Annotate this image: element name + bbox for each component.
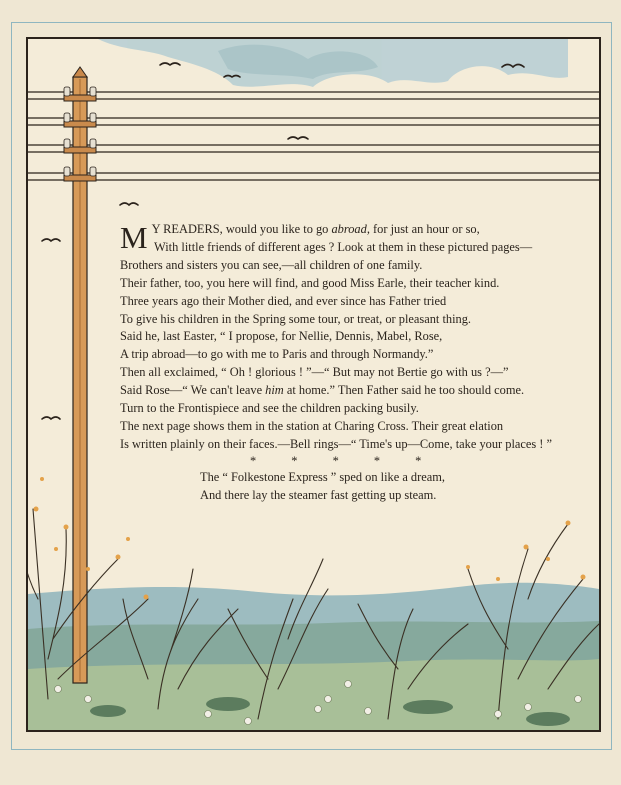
verse-line-14: The “ Folkestone Express ” sped on like a dream, bbox=[200, 469, 445, 484]
section-stars: * * * * * bbox=[250, 453, 422, 468]
verse-line-15: And there lay the steamer fast getting up steam. bbox=[200, 487, 437, 502]
illustrated-plate bbox=[26, 37, 601, 732]
verse-line-11: Turn to the Frontispiece and see the children packing busily. bbox=[120, 401, 419, 416]
verse-line-6: To give his children in the Spring some tour, or treat, or pleasant thing. bbox=[120, 311, 472, 326]
verse-line-1: M Y READERS, would you like to go abroad, for just an hour or so, bbox=[120, 220, 480, 255]
verse-text bbox=[120, 221, 590, 505]
verse-line-3: Brothers and sisters you can see,—all children of one family. bbox=[120, 257, 423, 272]
verse-line-4: Their father, too, you here will find, and good Miss Earle, their teacher kind. bbox=[120, 275, 500, 290]
telegraph-wires-icon bbox=[28, 92, 599, 180]
verse-line-7: Said he, last Easter, “ I propose, for Nellie, Dennis, Mabel, Rose, bbox=[120, 329, 443, 344]
verse-line-8: A trip abroad—to go with me to Paris and through Normandy.” bbox=[120, 347, 434, 362]
verse-line-5: Three years ago their Mother died, and ever since has Father tried bbox=[120, 293, 447, 308]
verse-line-9: Then all exclaimed, “ Oh ! glorious ! ”—“ But may not Bertie go with us ?—” bbox=[120, 365, 509, 380]
verse-line-13: Is written plainly on their faces.—Bell rings—“ Time's up—Come, take your places ! ” bbox=[120, 436, 553, 451]
verse-line-2: With little friends of different ages ? Look at them in these pictured pages— bbox=[154, 239, 533, 254]
verse-line-10: Said Rose—“ We can't leave him at home.” Then Father said he too should come. bbox=[120, 383, 525, 398]
verse-line-12: The next page shows them in the station at Charing Cross. Their great elation bbox=[120, 418, 504, 433]
cloud-icon bbox=[98, 39, 568, 87]
drop-cap: M bbox=[120, 220, 148, 255]
